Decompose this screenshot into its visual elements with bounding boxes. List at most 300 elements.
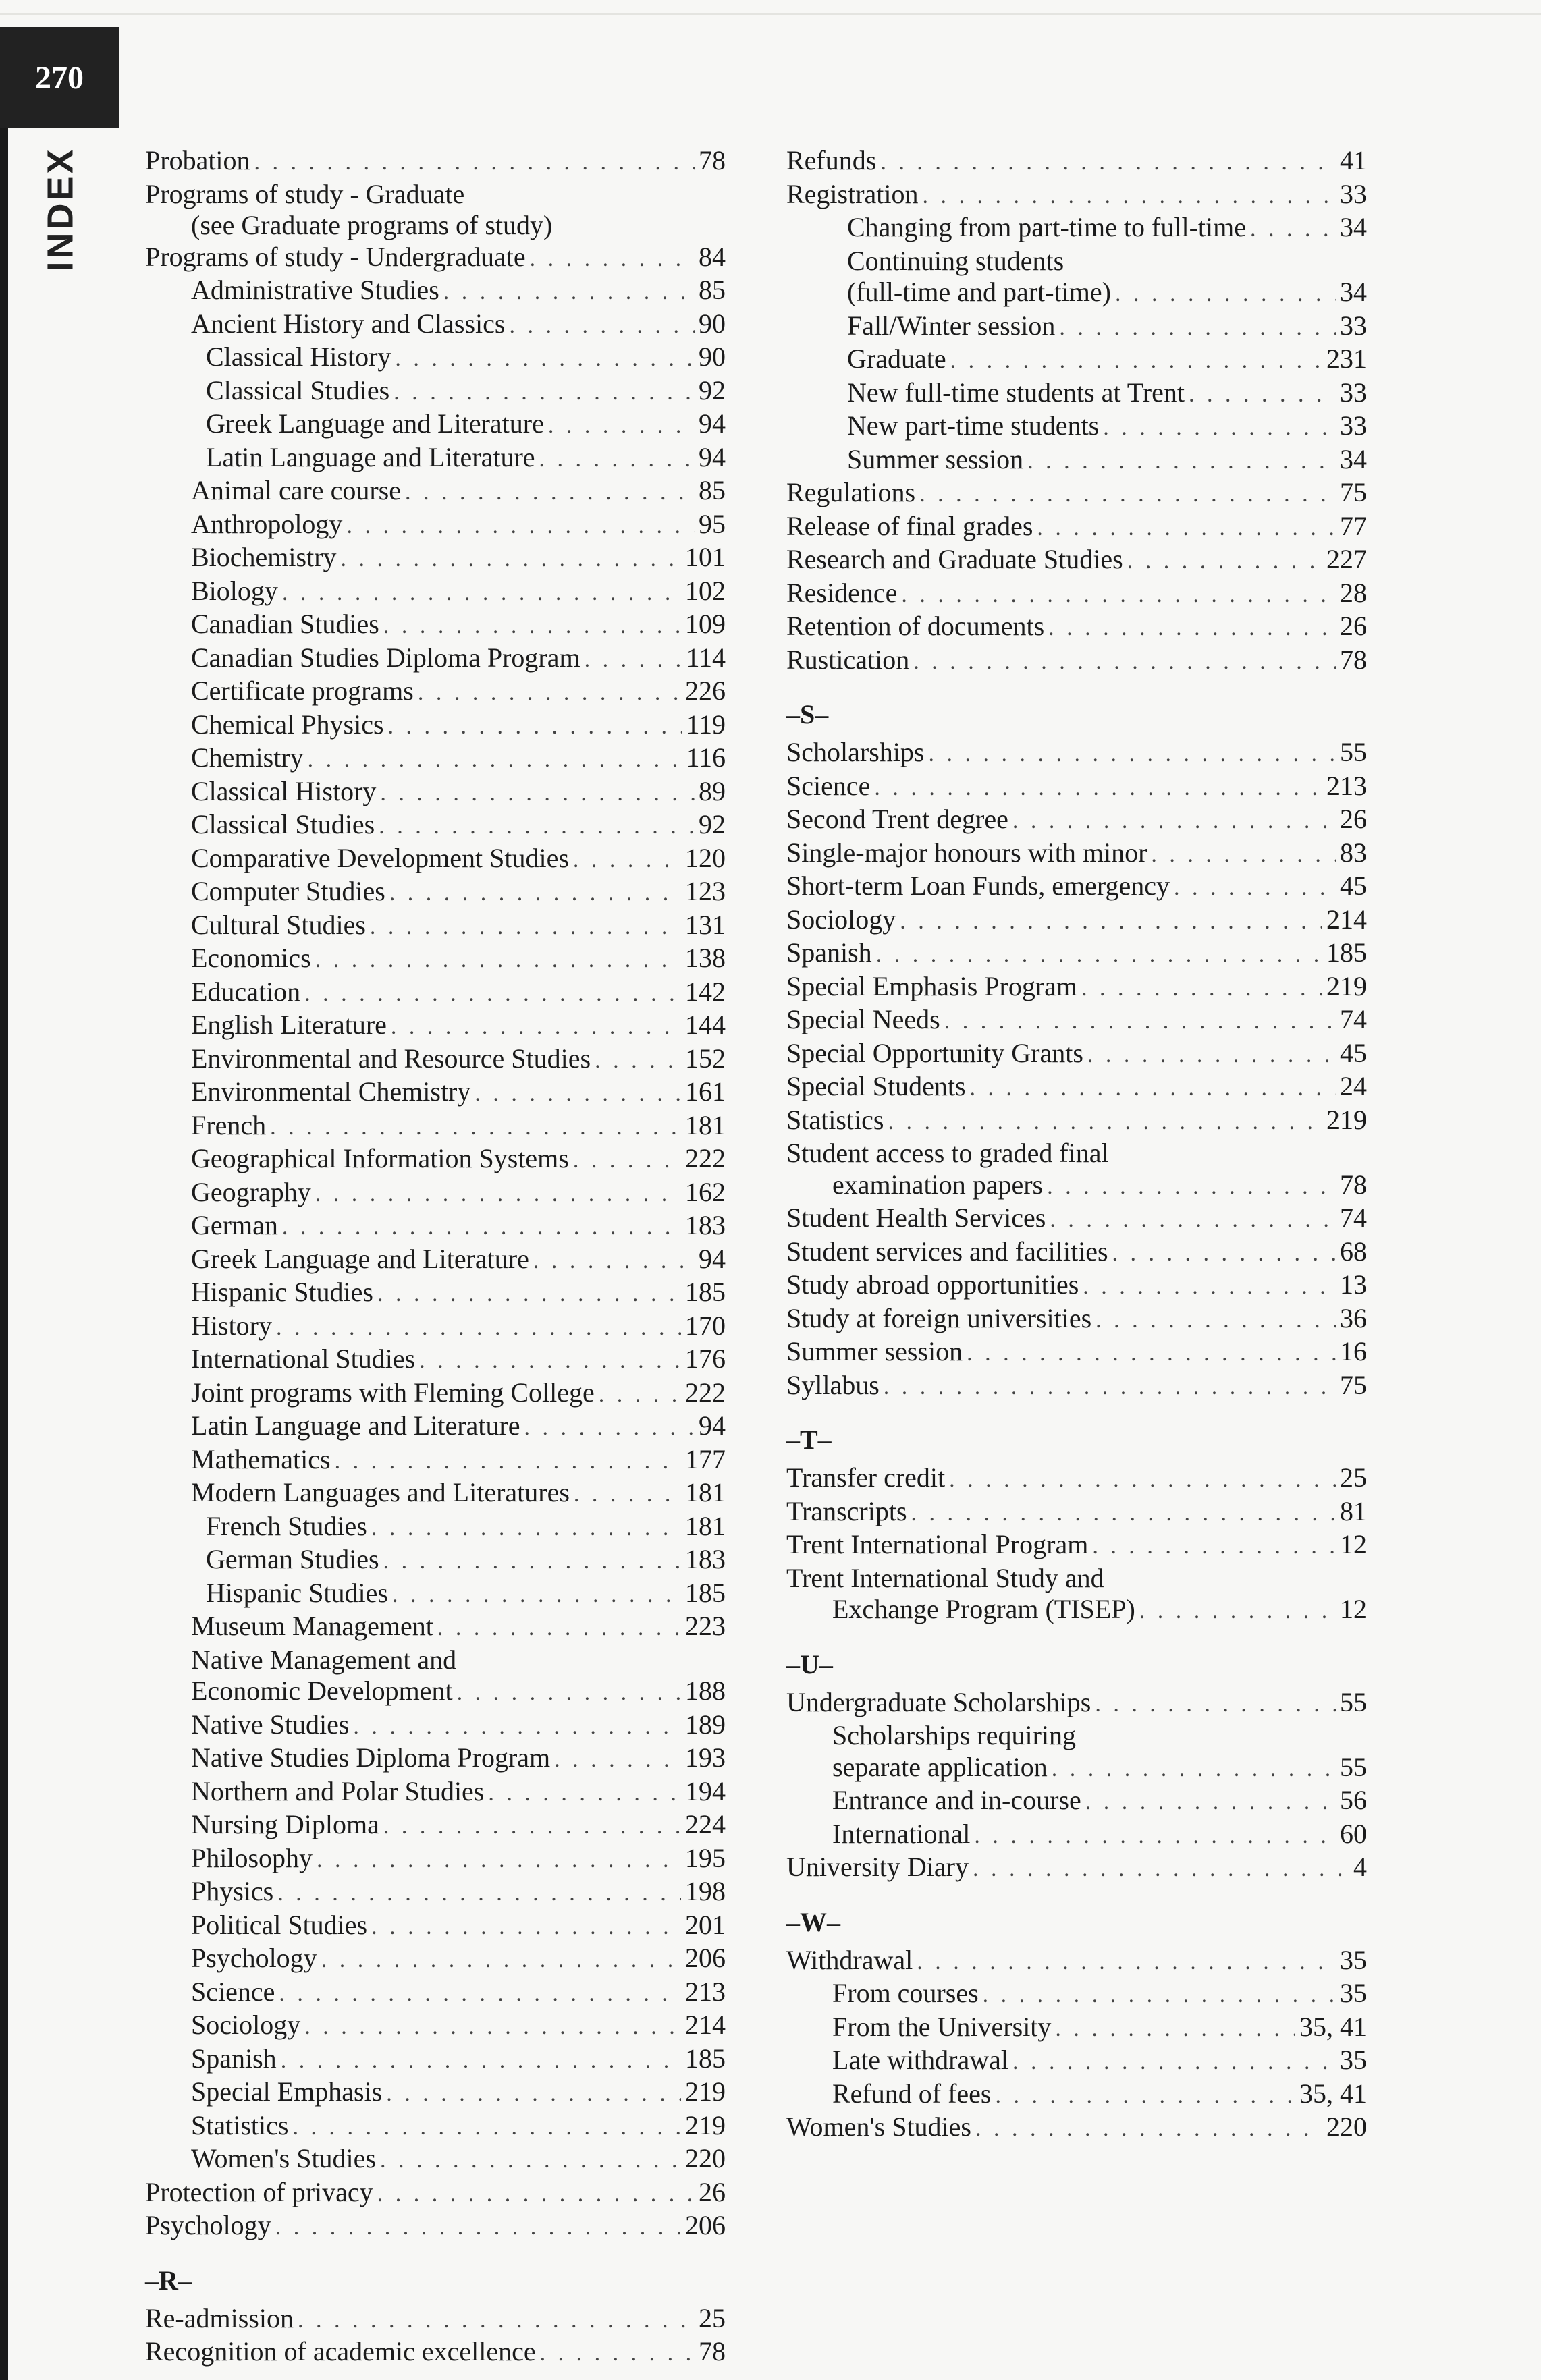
index-entry-term: Statistics	[786, 1104, 884, 1135]
index-entry	[132, 2143, 726, 2177]
index-entry-term: Release of final grades	[786, 510, 1033, 541]
index-entry	[132, 843, 726, 877]
index-entry-term: University Diary	[786, 1852, 969, 1882]
index-entry-term: Regulations	[786, 477, 916, 507]
dot-leader	[443, 277, 695, 308]
index-entry-term: Women's Studies	[786, 2111, 971, 2142]
index-entry	[132, 576, 726, 609]
index-entry	[132, 1742, 726, 1776]
dot-leader	[1085, 1787, 1336, 1819]
index-entry-term: Political Studies	[191, 1909, 368, 1940]
dot-leader	[874, 773, 1322, 804]
index-entry-page: 33	[1340, 377, 1367, 408]
dot-leader	[475, 1078, 681, 1110]
index-entry-page: 109	[685, 609, 726, 639]
index-entry-term: Programs of study - Undergraduate	[145, 241, 526, 272]
dot-leader	[595, 1045, 681, 1077]
index-entry-page: 68	[1340, 1236, 1367, 1267]
index-entry-page: 152	[685, 1043, 726, 1074]
index-entry	[132, 2210, 726, 2244]
dot-leader	[995, 2080, 1295, 2112]
index-entry-page: 162	[685, 1176, 726, 1207]
dot-leader	[1047, 1171, 1336, 1203]
dot-leader	[279, 1978, 681, 2010]
index-entry-page: 114	[686, 642, 726, 673]
dot-leader	[1081, 973, 1322, 1005]
index-entry	[132, 1943, 726, 1976]
index-entry	[132, 976, 726, 1010]
index-entry	[773, 179, 1367, 213]
index-entry	[132, 2336, 726, 2370]
index-entry-term: Physics	[191, 1876, 274, 1906]
dot-leader	[540, 2338, 695, 2370]
index-entry-page: 33	[1340, 178, 1367, 209]
index-entry-term: Native Studies Diploma Program	[191, 1742, 551, 1773]
index-entry-term: Cultural Studies	[191, 909, 366, 940]
index-entry-page: 90	[699, 341, 726, 372]
index-entry	[132, 1876, 726, 1910]
index-entry-page: 13	[1340, 1269, 1367, 1300]
index-entry-page: 55	[1340, 1751, 1367, 1782]
index-entry-page: 83	[1340, 837, 1367, 868]
index-entry-term: Classical History	[191, 775, 377, 806]
section-letter-heading: –R–	[145, 2265, 192, 2296]
dot-leader	[335, 1446, 681, 1478]
dot-leader	[970, 1073, 1336, 1105]
dot-leader	[346, 511, 695, 543]
index-entry	[773, 212, 1367, 246]
index-entry-page: 35, 41	[1299, 2011, 1367, 2042]
dot-leader	[304, 2012, 681, 2043]
index-entry	[132, 709, 726, 743]
index-entry-term: Chemical Physics	[191, 709, 384, 740]
index-entry-term: Transcripts	[786, 1495, 907, 1526]
index-entry-term: Women's Studies	[191, 2143, 376, 2174]
index-entry	[132, 1477, 726, 1511]
index-entry-term: Sociology	[191, 2010, 301, 2040]
dot-leader	[1027, 446, 1336, 478]
dot-leader	[1050, 1205, 1336, 1236]
dot-leader	[276, 1312, 681, 1344]
dot-leader	[573, 845, 681, 877]
index-entry-page: 81	[1340, 1495, 1367, 1526]
dot-leader	[1189, 379, 1336, 411]
index-entry	[132, 179, 726, 211]
index-entry	[132, 1143, 726, 1177]
dot-leader	[277, 1878, 681, 1910]
index-entry-term: Registration	[786, 178, 919, 209]
index-entry-page: 26	[699, 2176, 726, 2207]
dot-leader	[388, 711, 682, 743]
index-entry-page: 198	[685, 1876, 726, 1906]
index-entry-term: From courses	[832, 1978, 979, 2008]
index-entry	[773, 444, 1367, 478]
index-entry-page: 35, 41	[1299, 2078, 1367, 2109]
index-entry-term: Retention of documents	[786, 611, 1045, 641]
index-entry-page: 92	[699, 809, 726, 839]
index-entry-term: Spanish	[191, 2043, 277, 2074]
index-entry-term: Scholarships	[786, 737, 925, 767]
index-entry-page: 142	[685, 976, 726, 1007]
index-entry	[132, 2010, 726, 2043]
index-entry-term: Special Emphasis	[191, 2076, 383, 2107]
index-entry-page: 194	[685, 1775, 726, 1806]
dot-leader	[304, 978, 681, 1010]
index-entry-term: Greek Language and Literature	[206, 408, 544, 439]
index-entry-page: 94	[699, 408, 726, 439]
index-entry	[132, 509, 726, 543]
dot-leader	[917, 1947, 1336, 1978]
index-entry	[132, 876, 726, 910]
index-entry	[773, 771, 1367, 804]
index-entry	[773, 870, 1367, 904]
index-entry-term: Student services and facilities	[786, 1236, 1108, 1267]
index-entry-term: (see Graduate programs of study)	[191, 210, 553, 240]
index-entry-page: 219	[685, 2076, 726, 2107]
index-entry-term: Special Needs	[786, 1004, 940, 1034]
index-entry-page: 25	[1340, 1462, 1367, 1493]
index-entry-page: 24	[1340, 1071, 1367, 1101]
index-entry-term: Withdrawal	[786, 1944, 913, 1975]
index-entry	[132, 1578, 726, 1611]
index-entry	[773, 511, 1367, 545]
index-entry-term: Mathematics	[191, 1443, 331, 1474]
index-entry-term: Biology	[191, 575, 278, 606]
index-entry	[132, 1776, 726, 1810]
index-entry	[132, 442, 726, 476]
index-entry-term: Spanish	[786, 937, 872, 968]
index-entry-page: 222	[685, 1143, 726, 1173]
index-entry-page: 183	[685, 1544, 726, 1574]
dot-leader	[919, 479, 1336, 511]
index-entry-term: Geography	[191, 1176, 311, 1207]
index-entry	[773, 1687, 1367, 1721]
index-entry	[132, 1910, 726, 1943]
index-entry-page: 176	[685, 1344, 726, 1374]
section-letter-heading: –S–	[786, 699, 829, 729]
dot-leader	[1059, 312, 1336, 344]
index-entry-term: Trent International Program	[786, 1529, 1089, 1559]
index-entry	[132, 2076, 726, 2110]
dot-leader	[949, 1464, 1336, 1496]
index-entry-page: 41	[1340, 145, 1367, 175]
index-entry-term: Native Management and	[191, 1644, 457, 1675]
dot-leader	[392, 1580, 681, 1611]
index-entry-page: 33	[1340, 410, 1367, 441]
index-entry	[132, 408, 726, 442]
index-entry-term: Economics	[191, 943, 311, 973]
index-entry-term: Latin Language and Literature	[191, 1410, 520, 1441]
index-entry-page: 181	[685, 1477, 726, 1507]
index-entry-page: 214	[685, 2010, 726, 2040]
dot-leader	[383, 1811, 681, 1843]
dot-leader	[554, 1744, 681, 1776]
index-entry-page: 206	[685, 1943, 726, 1973]
index-entry	[773, 343, 1367, 377]
index-entry-term: Classical History	[206, 341, 391, 372]
index-entry-term: separate application	[832, 1751, 1048, 1782]
dot-leader	[341, 544, 681, 576]
index-entry-page: 170	[685, 1310, 726, 1341]
index-entry-page: 75	[1340, 477, 1367, 507]
index-entry	[132, 145, 726, 179]
index-entry	[132, 1843, 726, 1877]
index-entry-page: 84	[699, 241, 726, 272]
index-entry-term: Psychology	[145, 2210, 271, 2240]
index-entry-term: Hispanic Studies	[206, 1577, 388, 1608]
dot-leader	[1103, 412, 1336, 444]
section-label	[27, 142, 94, 277]
index-entry-page: 34	[1340, 443, 1367, 474]
index-entry-term: Undergraduate Scholarships	[786, 1686, 1091, 1717]
index-entry-page: 123	[685, 876, 726, 906]
side-tab-bar	[0, 128, 119, 2380]
index-entry	[132, 910, 726, 943]
index-entry-page: 213	[1326, 770, 1367, 801]
index-entry-page: 185	[685, 1277, 726, 1307]
index-entry	[132, 2177, 726, 2211]
dot-leader	[457, 1678, 681, 1709]
index-entry-page: 90	[699, 308, 726, 339]
index-entry	[773, 1105, 1367, 1138]
index-entry	[132, 1377, 726, 1411]
dot-leader	[418, 677, 681, 709]
dot-leader	[282, 578, 681, 609]
index-entry	[773, 1038, 1367, 1072]
index-entry-term: Science	[191, 1976, 275, 2007]
index-entry-page: 224	[685, 1809, 726, 1839]
index-entry-term: Classical Studies	[206, 375, 390, 406]
index-entry-page: 45	[1340, 870, 1367, 901]
index-entry-page: 26	[1340, 804, 1367, 834]
dot-leader	[380, 778, 695, 810]
index-entry-page: 102	[685, 575, 726, 606]
index-entry-term: Summer session	[786, 1336, 963, 1366]
page-number: 270	[0, 27, 119, 128]
index-entry-term: Special Emphasis Program	[786, 970, 1078, 1001]
index-entry-page: 74	[1340, 1004, 1367, 1034]
index-entry-term: Philosophy	[191, 1842, 313, 1873]
dot-leader	[524, 1412, 695, 1444]
index-entry	[132, 809, 726, 843]
index-entry-page: 78	[699, 2336, 726, 2367]
index-entry-term: Biochemistry	[191, 542, 337, 572]
index-entry-term: Native Studies	[191, 1709, 350, 1740]
section-letter-heading: –T–	[786, 1424, 832, 1455]
dot-leader	[405, 477, 695, 509]
index-entry-page: 34	[1340, 212, 1367, 242]
dot-leader	[884, 1372, 1336, 1404]
index-entry	[773, 277, 1367, 310]
dot-leader	[1115, 279, 1336, 310]
dot-leader	[386, 2078, 681, 2110]
dot-leader	[901, 580, 1336, 611]
index-entry-term: Chemistry	[191, 742, 304, 773]
dot-leader	[371, 1513, 681, 1545]
index-entry-term: Study at foreign universities	[786, 1302, 1092, 1333]
index-entry	[132, 1511, 726, 1545]
dot-leader	[315, 1179, 681, 1211]
index-entry-term: Re-admission	[145, 2302, 294, 2333]
index-entry-term: Canadian Studies	[191, 609, 379, 639]
index-entry	[132, 1009, 726, 1043]
dot-leader	[1012, 806, 1336, 837]
index-entry-page: 78	[1340, 1169, 1367, 1200]
index-entry	[132, 1244, 726, 1277]
index-entry-page: 183	[685, 1210, 726, 1240]
index-entry-term: Programs of study - Graduate	[145, 178, 465, 209]
index-entry	[132, 1310, 726, 1344]
index-entry-term: Classical Studies	[191, 809, 375, 839]
index-entry	[132, 1210, 726, 1244]
index-entry-term: Greek Language and Literature	[191, 1243, 529, 1274]
dot-leader	[599, 1379, 681, 1411]
index-entry	[132, 1976, 726, 2010]
index-entry	[132, 1644, 726, 1676]
index-entry-term: Second Trent degree	[786, 804, 1008, 834]
index-entry-page: 85	[699, 275, 726, 305]
dot-leader	[1055, 2014, 1295, 2045]
index-entry	[132, 1076, 726, 1110]
dot-leader	[530, 244, 695, 275]
index-entry	[132, 1410, 726, 1444]
index-entry-term: Protection of privacy	[145, 2176, 373, 2207]
dot-leader	[395, 343, 695, 375]
index-entry-page: 120	[685, 842, 726, 873]
dot-leader	[1012, 2047, 1336, 2078]
index-entry	[773, 1752, 1367, 1786]
index-entry-page: 223	[685, 1611, 726, 1641]
index-entry-page: 36	[1340, 1302, 1367, 1333]
index-entry	[132, 475, 726, 509]
index-entry-page: 131	[685, 909, 726, 940]
index-entry	[132, 1709, 726, 1743]
index-entry	[773, 1563, 1367, 1595]
index-entry-page: 35	[1340, 2045, 1367, 2075]
dot-leader	[1048, 613, 1336, 644]
dot-leader	[275, 2212, 681, 2244]
dot-leader	[983, 1980, 1336, 2012]
index-entry-term: Animal care course	[191, 475, 401, 505]
index-entry	[132, 776, 726, 810]
index-entry-page: 25	[699, 2302, 726, 2333]
index-entry	[773, 1945, 1367, 1978]
dot-leader	[900, 906, 1322, 938]
dot-leader	[574, 1479, 681, 1511]
dot-leader	[1112, 1238, 1336, 1270]
index-entry-page: 161	[685, 1076, 726, 1107]
index-entry-page: 33	[1340, 310, 1367, 341]
index-entry-page: 185	[685, 2043, 726, 2074]
dot-leader	[1087, 1040, 1336, 1072]
index-entry	[132, 1611, 726, 1644]
index-entry	[132, 375, 726, 409]
index-entry-page: 35	[1340, 1944, 1367, 1975]
index-entry	[773, 937, 1367, 971]
index-entry	[132, 1344, 726, 1377]
index-entry	[773, 1462, 1367, 1496]
index-entry-term: Short-term Loan Funds, emergency	[786, 870, 1170, 901]
index-entry-term: Canadian Studies Diploma Program	[191, 642, 580, 673]
index-entry-page: 75	[1340, 1369, 1367, 1400]
index-entry-page: 12	[1340, 1594, 1367, 1624]
index-entry-page: 189	[685, 1709, 726, 1740]
index-entry	[132, 642, 726, 676]
index-entry	[132, 1544, 726, 1578]
index-entry-term: Residence	[786, 577, 898, 608]
index-entry-page: 4	[1353, 1852, 1367, 1882]
dot-leader	[321, 1945, 681, 1976]
index-entry-page: 227	[1326, 544, 1367, 574]
index-entry-page: 214	[1326, 904, 1367, 935]
index-entry	[773, 1236, 1367, 1270]
index-entry-term: French	[191, 1109, 267, 1140]
index-entry	[773, 1138, 1367, 1169]
index-entry	[773, 1852, 1367, 1885]
index-entry-term: Special Opportunity Grants	[786, 1037, 1083, 1068]
dot-leader	[380, 2145, 681, 2177]
dot-leader	[1096, 1305, 1336, 1337]
dot-leader	[383, 611, 681, 642]
index-entry-term: Refunds	[786, 145, 877, 175]
index-entry	[132, 1809, 726, 1843]
index-entry	[132, 1277, 726, 1310]
index-entry	[132, 2110, 726, 2144]
index-entry-page: 119	[686, 709, 726, 740]
index-entry-page: 219	[1326, 1104, 1367, 1135]
dot-leader	[317, 1845, 681, 1877]
dot-leader	[539, 444, 695, 476]
dot-leader	[950, 345, 1322, 377]
dot-leader	[1250, 214, 1336, 246]
dot-leader	[1139, 1596, 1336, 1628]
index-entry	[773, 410, 1367, 444]
dot-leader	[1174, 873, 1336, 904]
index-entry-term: Education	[191, 976, 301, 1007]
index-entry-page: 34	[1340, 277, 1367, 307]
index-entry-term: Research and Graduate Studies	[786, 544, 1123, 574]
index-entry	[132, 742, 726, 776]
index-entry-page: 177	[685, 1443, 726, 1474]
index-entry-page: 94	[699, 1243, 726, 1274]
index-entry-term: New part-time students	[847, 410, 1100, 441]
index-entry-page: 219	[685, 2109, 726, 2140]
dot-leader	[1037, 513, 1336, 545]
index-entry-page: 220	[685, 2143, 726, 2174]
index-entry	[773, 578, 1367, 611]
index-entry	[132, 1110, 726, 1144]
dot-leader	[880, 147, 1336, 179]
index-entry-page: 231	[1326, 343, 1367, 374]
index-entry-term: Special Students	[786, 1071, 966, 1101]
index-entry	[132, 1676, 726, 1709]
dot-leader	[270, 1112, 681, 1144]
dot-leader	[371, 1912, 681, 1943]
dot-leader	[488, 1778, 681, 1810]
index-entry	[773, 1720, 1367, 1752]
index-entry	[773, 1594, 1367, 1628]
dot-leader	[292, 2112, 681, 2144]
index-entry-term: International	[832, 1818, 971, 1849]
index-entry-page: 45	[1340, 1037, 1367, 1068]
index-entry-term: Scholarships requiring	[832, 1720, 1077, 1750]
dot-leader	[389, 878, 681, 910]
index-entry	[773, 1071, 1367, 1105]
dot-leader	[281, 2045, 681, 2077]
index-entry-term: Fall/Winter session	[847, 310, 1056, 341]
index-entry-page: 74	[1340, 1202, 1367, 1233]
dot-leader	[913, 646, 1336, 678]
